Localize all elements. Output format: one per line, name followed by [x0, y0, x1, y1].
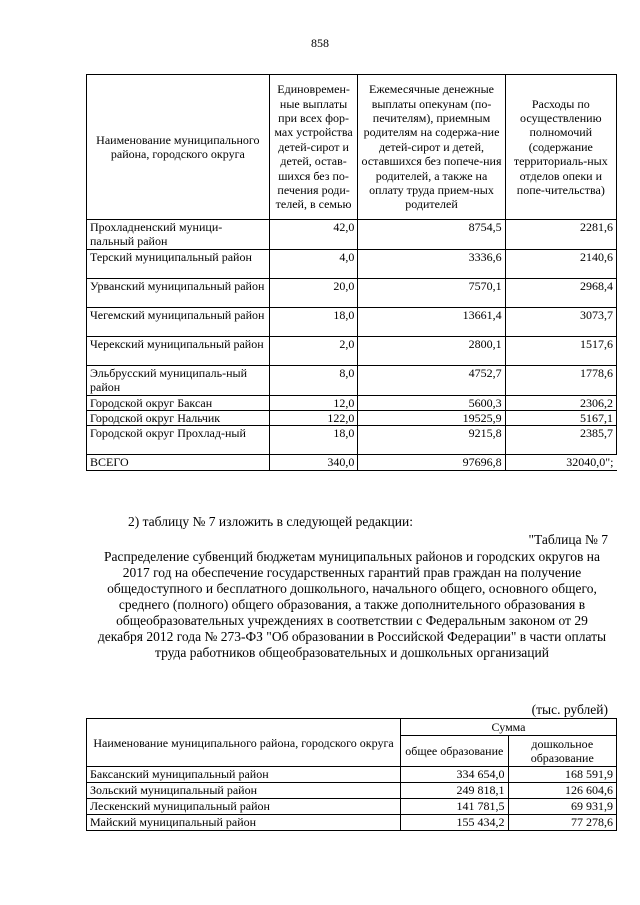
page-number: 858: [311, 36, 329, 50]
table-row: [87, 278, 617, 307]
table-number-label: "Таблица № 7: [528, 532, 608, 547]
row-value: 2,0: [269, 336, 358, 365]
header-name: Наименование муниципального района, городского округа: [87, 719, 401, 767]
row-name: Городской округ Нальчик: [87, 411, 270, 426]
table-row: [87, 799, 617, 815]
row-value: 5167,1: [505, 411, 616, 426]
row-value: 8,0: [269, 365, 358, 395]
row-value: 168 591,9: [508, 767, 616, 783]
row-value: 4,0: [269, 249, 358, 278]
row-value: 3336,6: [358, 249, 505, 278]
table-row: [87, 426, 617, 455]
table-row: [87, 767, 617, 783]
row-value: 2968,4: [505, 278, 616, 307]
row-value: 8754,5: [358, 220, 505, 250]
row-value: 19525,9: [358, 411, 505, 426]
header-preschool-education: дошкольное образование: [508, 736, 616, 767]
table-title: Распределение субвенций бюджетам муниципальных районов и городских округов на 2017 год на обеспечение государственных гарантий прав граждан на получение общедоступного и бесплатного дошкольного, начального общего, основного общего, среднего (полного) общего образования, а также дополнительного образования в общеобразовательных учреждениях в соответствии с Федеральным законом от 29 декабря 2012 года № 273-ФЗ "Об образовании в Российской Федерации" в части оплаты труда работников общеобразовательных и дошкольных организаций: [97, 549, 607, 660]
row-value: 7570,1: [358, 278, 505, 307]
row-name: Урванский муниципальный район: [87, 278, 270, 307]
row-name: Городской округ Баксан: [87, 395, 270, 410]
table-row: [87, 783, 617, 799]
row-name: Лескенский муниципальный район: [87, 799, 401, 815]
row-value: 2306,2: [505, 395, 616, 410]
row-value: 77 278,6: [508, 815, 616, 831]
row-name: Майский муниципальный район: [87, 815, 401, 831]
intro-paragraph: 2) таблицу № 7 изложить в следующей редакции:: [128, 514, 413, 529]
row-value: 97696,8: [358, 455, 505, 470]
row-value: 3073,7: [505, 307, 616, 336]
row-name: Терский муниципальный район: [87, 249, 270, 278]
row-name: Прохладненский муници-пальный район: [87, 220, 270, 250]
row-value: 340,0: [269, 455, 358, 470]
header-sum: Сумма: [401, 719, 617, 736]
row-name: Черекский муниципальный район: [87, 336, 270, 365]
row-name: ВСЕГО: [87, 455, 270, 470]
row-value: 334 654,0: [401, 767, 508, 783]
row-value: 2140,6: [505, 249, 616, 278]
row-name: Зольский муниципальный район: [87, 783, 401, 799]
row-value: 69 931,9: [508, 799, 616, 815]
row-value: 141 781,5: [401, 799, 508, 815]
row-value: 155 434,2: [401, 815, 508, 831]
row-name: Чегемский муниципальный район: [87, 307, 270, 336]
row-value: 5600,3: [358, 395, 505, 410]
row-value: 122,0: [269, 411, 358, 426]
row-value: 12,0: [269, 395, 358, 410]
header-name: Наименование муниципального района, городского округа: [87, 75, 270, 220]
units-label: (тыс. рублей): [531, 702, 608, 717]
table-header-row: [87, 75, 617, 220]
row-value: 18,0: [269, 307, 358, 336]
table-row: [87, 307, 617, 336]
row-value: 126 604,6: [508, 783, 616, 799]
header-general-education: общее образование: [401, 736, 508, 767]
table-header-row: [87, 719, 617, 736]
header-monthly-payments: Ежемесячные денежные выплаты опекунам (по-печителям), приемным родителям на содержа-ние детей-сирот и детей, оставшихся без попече-ния родителей, а также на оплату труда прием-ных родителей: [358, 75, 505, 220]
row-value: 249 818,1: [401, 783, 508, 799]
row-value: 2281,6: [505, 220, 616, 250]
row-value: 18,0: [269, 426, 358, 455]
row-value: 20,0: [269, 278, 358, 307]
table-row: [87, 411, 617, 426]
table-row: [87, 365, 617, 395]
row-name: Эльбрусский муниципаль-ный район: [87, 365, 270, 395]
subventions-table-7: [86, 718, 617, 831]
table-row: [87, 220, 617, 250]
row-value: 2800,1: [358, 336, 505, 365]
table-total-row: [87, 455, 617, 470]
row-value: 1778,6: [505, 365, 616, 395]
row-name: Баксанский муниципальный район: [87, 767, 401, 783]
header-expenses: Расходы по осуществлению полномочий (содержание территориаль-ных отделов опеки и попе-чительства): [505, 75, 616, 220]
table-row: [87, 815, 617, 831]
row-name: Городской округ Прохлад-ный: [87, 426, 270, 455]
row-value: 4752,7: [358, 365, 505, 395]
row-value: 42,0: [269, 220, 358, 250]
table-row: [87, 336, 617, 365]
header-lump-sum: Единовремен-ные выплаты при всех фор-мах устройства детей-сирот и детей, остав-шихся без по-печения роди-телей, в семью: [269, 75, 358, 220]
row-value: 13661,4: [358, 307, 505, 336]
row-value: 1517,6: [505, 336, 616, 365]
row-value: 9215,8: [358, 426, 505, 455]
table-row: [87, 249, 617, 278]
subventions-table-6: [86, 74, 617, 471]
row-value: 2385,7: [505, 426, 616, 455]
table-row: [87, 395, 617, 410]
row-value: 32040,0";: [505, 455, 616, 470]
